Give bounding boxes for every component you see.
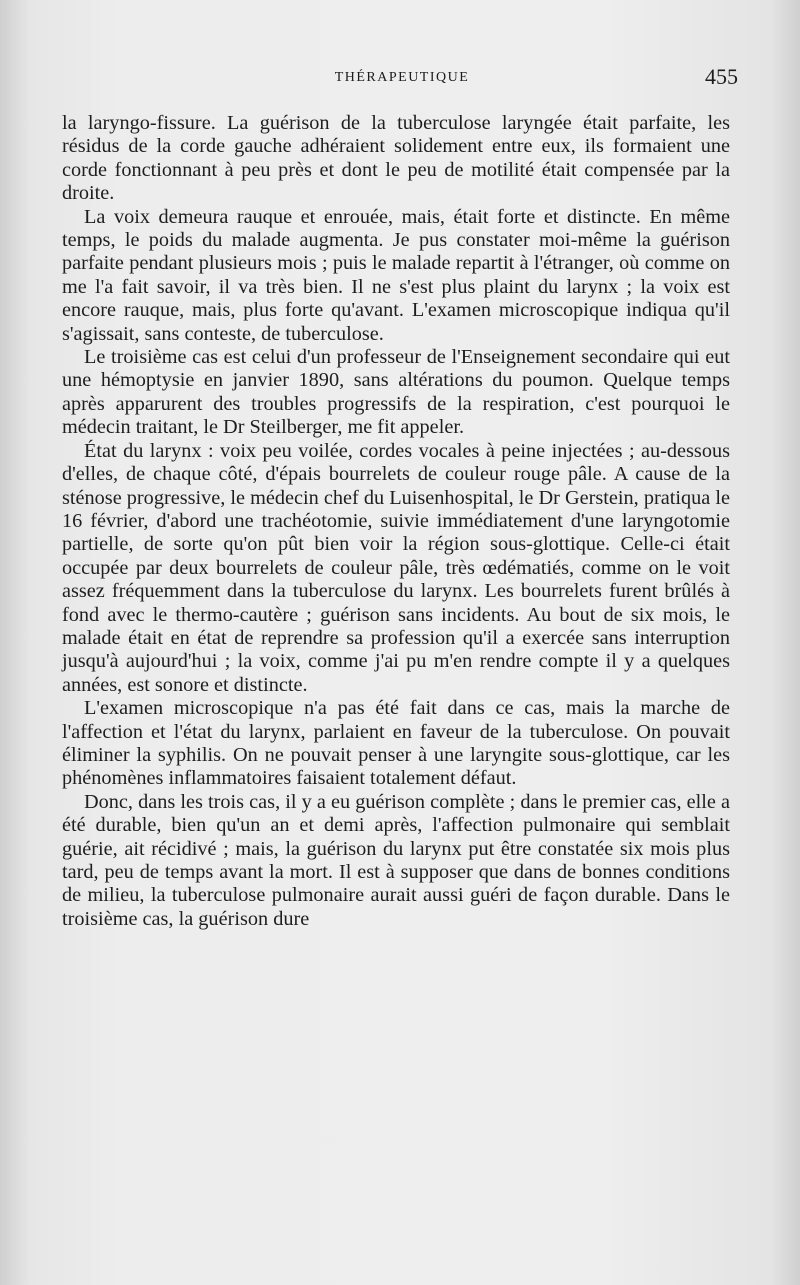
- page-number: 455: [705, 64, 738, 89]
- running-title: THÉRAPEUTIQUE: [334, 70, 470, 85]
- paragraph-continuation: la laryngo-fissure. La guérison de la tuberculose laryngée était parfaite, les résidus de la corde gauche adhéraient solidement entre eux, ils formaient une corde fonctionnant à peu près et dont le peu de motilité était compensée par la droite.: [62, 112, 730, 205]
- running-head: [62, 62, 742, 92]
- paragraph-conclusion: Donc, dans les trois cas, il y a eu guérison complète ; dans le premier cas, elle a été durable, bien qu'un an et demi après, l'affection pulmonaire qui semblait guérie, ait récidivé ; mais, la guérison du larynx put être constatée six mois plus tard, peu de temps avant la mort. Il est à supposer que dans de bonnes conditions de milieu, la tuberculose pulmonaire aurait aussi guéri de façon durable. Dans le troisième cas, la guérison dure: [62, 790, 730, 930]
- paragraph-voice-outcome: La voix demeura rauque et enrouée, mais, était forte et distincte. En même temps, le poids du malade augmenta. Je pus constater moi-même la guérison parfaite pendant plusieurs mois ; puis le malade repartit à l'étranger, où comme on me l'a fait savoir, il va très bien. Il ne s'est plus plaint du larynx ; la voix est encore rauque, mais, plus forte qu'avant. L'examen microscopique indiqua qu'il s'agissait, sans conteste, de tuberculose.: [62, 205, 730, 345]
- body-text: [62, 112, 730, 931]
- paragraph-third-case: Le troisième cas est celui d'un professeur de l'Enseignement secondaire qui eut une hémoptysie en janvier 1890, sans altérations du poumon. Quelque temps après apparurent des troubles progressifs de la respiration, c'est pourquoi le médecin traitant, le Dr Steilberger, me fit appeler.: [62, 346, 730, 439]
- paragraph-microscopic-exam: L'examen microscopique n'a pas été fait dans ce cas, mais la marche de l'affection et l'état du larynx, parlaient en faveur de la tuberculose. On pouvait éliminer la syphilis. On ne pouvait penser à une laryngite sous-glottique, car les phénomènes inflammatoires faisaient totalement défaut.: [62, 697, 730, 790]
- paragraph-larynx-state: État du larynx : voix peu voilée, cordes vocales à peine injectées ; au-dessous d'elles, de chaque côté, d'épais bourrelets de couleur rouge pâle. A cause de la sténose progressive, le médecin chef du Luisenhospital, le Dr Gerstein, pratiqua le 16 février, d'abord une trachéotomie, suivie immédiatement d'une laryngotomie partielle, de sorte qu'on pût bien voir la région sous-glottique. Celle-ci était occupée par deux bourrelets de couleur pâle, très œdématiés, comme on le voit assez fréquemment dans la tuberculose du larynx. Les bourrelets furent brûlés à fond avec le thermo-cautère ; guérison sans incidents. Au bout de six mois, le malade était en état de reprendre sa profession qu'il a exercée sans interruption jusqu'à aujourd'hui ; la voix, comme j'ai pu m'en rendre compte il y a quelques années, est sonore et distincte.: [62, 439, 730, 696]
